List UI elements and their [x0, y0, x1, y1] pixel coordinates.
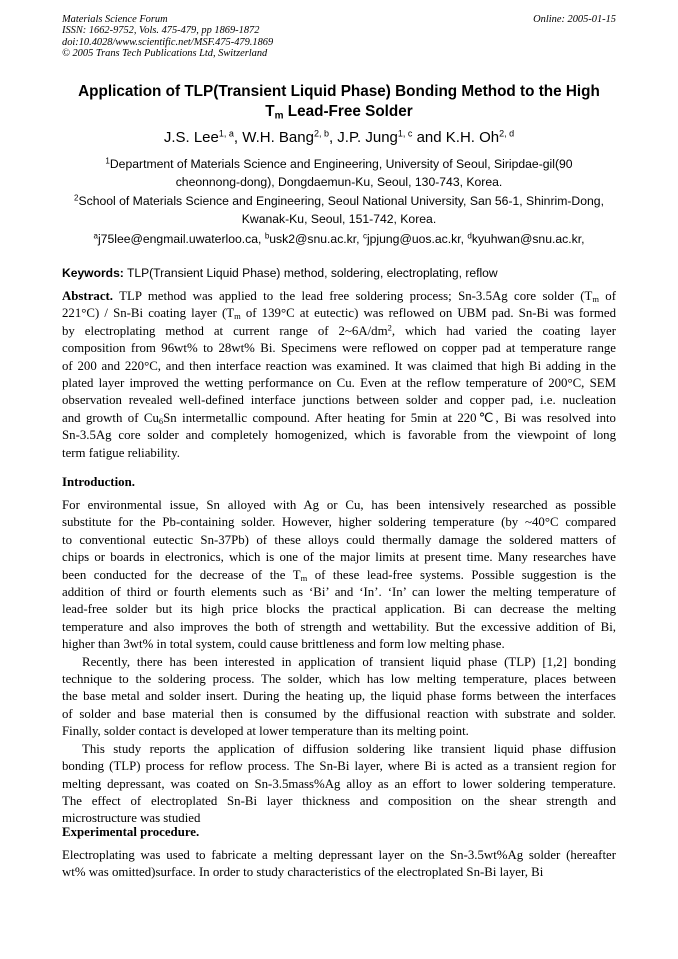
email-link[interactable]: $^a$j75lee@engmail.uwaterloo.ca,: [93, 231, 265, 246]
experimental-body: Electroplating was used to fabricate a melting depressant layer on the Sn-3.5wt%Ag solder (hereafter wt% was omitted)surface. In order to study characteristics of the electroplated Sn-Bi layer, Bi: [62, 848, 616, 880]
author-emails: [62, 230, 616, 248]
author: W.H. Bang$^{2, b}$,: [242, 128, 338, 146]
introduction-heading: Introduction.: [62, 475, 135, 489]
journal-doi: doi:10.4028/www.scientific.net/MSF.475-479.1869: [62, 36, 274, 48]
title-line-1: Application of TLP(Transient Liquid Phase) Bonding Method to the High: [78, 83, 600, 100]
journal-name: Materials Science Forum: [62, 14, 168, 25]
abstract: Abstract. TLP method was applied to the lead free soldering process; Sn-3.5Ag core solder ($T_m$ of 221°C) / Sn-Bi coating layer ($T_m$ of 139°C at eutectic) was reflowed on UBM pad. Sn-Bi was formed by electroplating method at current range of $2\sim 6A/dm^2$, which had varied the coating layer composition from 96wt% to 28wt% Bi. Specimens were reflowed on copper pad at temperature range of 200 and 220°C, and then interface reaction was examined. It was claimed that high Bi adding in the plated layer improved the wetting performance on Cu. Even at the reflow temperature of 200°C, SEM observation revealed well-defined interface junctions between solder and copper pad, i.e. nucleation and growth of $Cu_6Sn$ intermetallic compound. After heating for 5min at 220℃, Bi was resolved into Sn-3.5Ag core solder and completely homogenized, which is favorable from the viewpoint of long term fatigue reliability.: [62, 289, 616, 460]
affiliation-1: $^1$Department of Materials Science and Engineering, University of Seoul, Siripdae-gil(90 cheonnong-dong), Dongdaemun-Ku, Seoul, 130-743, Korea.: [105, 156, 573, 189]
keywords-label: Keywords:: [62, 266, 124, 280]
experimental-heading: Experimental procedure.: [62, 825, 200, 839]
introduction-body: For environmental issue, Sn alloyed with Ag or Cu, has been intensively researched as possible substitute for the Pb-containing solder. However, higher soldering temperature (by ~40°C compared to conventional eutectic Sn-37Pb) of these alloys could thermally damage the soldered matters of chips or boards in electronics, which is one of the major limits at present time. Many researches have been conducted for the decrease of the $T_m$ of these lead-free systems. Possible suggestion is the addition of third or fourth elements such as ‘Bi’ and ‘In’. ‘In’ can lower the melting temperature of lead-free solder but its high price blocks the practical application. Bi can decrease the melting temperature and also improves the both of strength and wettability. But the excessive addition of Bi, higher than 3wt% in total system, could cause brittleness and form low melting phase. Recently, there has been interested in application of transient liquid phase (TLP) [1,2] bonding technique to the soldering process. The solder, which has low melting temperature, places between the base metal and solder insert. During the heating up, the liquid phase forms between the interfaces of solder and base material then is consumed by the diffusional reaction with substrate and solder. Finally, solder contact is developed at lower temperature than its melting point. This study reports the application of diffusion soldering like transient liquid phase diffusion bonding (TLP) process for reflow process. The Sn-Bi layer, where Bi is acted as a transient region for melting depressant, was coated on Sn-3.5mass%Ag alloy as an effort to lower soldering temperature. The effect of electroplated Sn-Bi layer thickness and composition on the shear strength and microstructure was studied: [62, 498, 616, 826]
email-link[interactable]: $^b$usk2@snu.ac.kr,: [264, 231, 363, 246]
paper-title: [62, 82, 616, 122]
affiliation-2: $^2$School of Materials Science and Engineering, Seoul National University, San 56-1, Shinrim-Dong, Kwanak-Ku, Seoul, 151-742, Korea.: [74, 193, 604, 226]
author: J.S. Lee$^{1, a}$,: [163, 128, 243, 146]
online-date: Online: 2005-01-15: [533, 14, 616, 25]
journal-header: [62, 14, 273, 60]
journal-copyright: © 2005 Trans Tech Publications Ltd, Switzerland: [62, 48, 268, 60]
keywords: [62, 265, 616, 281]
email-link[interactable]: $^d$kyuhwan@snu.ac.kr,: [467, 231, 585, 246]
title-line-2: $T_m$ Lead-Free Solder: [265, 103, 413, 122]
abstract-label: Abstract.: [62, 289, 114, 303]
author-list: [62, 128, 616, 148]
journal-issn: ISSN: 1662-9752, Vols. 475-479, pp 1869-1872: [62, 25, 260, 37]
author: J.P. Jung$^{1, c}$ and: [337, 128, 446, 146]
author: K.H. Oh$^{2, d}$: [445, 128, 515, 146]
keywords-text: TLP(Transient Liquid Phase) method, soldering, electroplating, reflow: [123, 266, 498, 280]
email-link[interactable]: $^c$jpjung@uos.ac.kr,: [362, 231, 468, 246]
